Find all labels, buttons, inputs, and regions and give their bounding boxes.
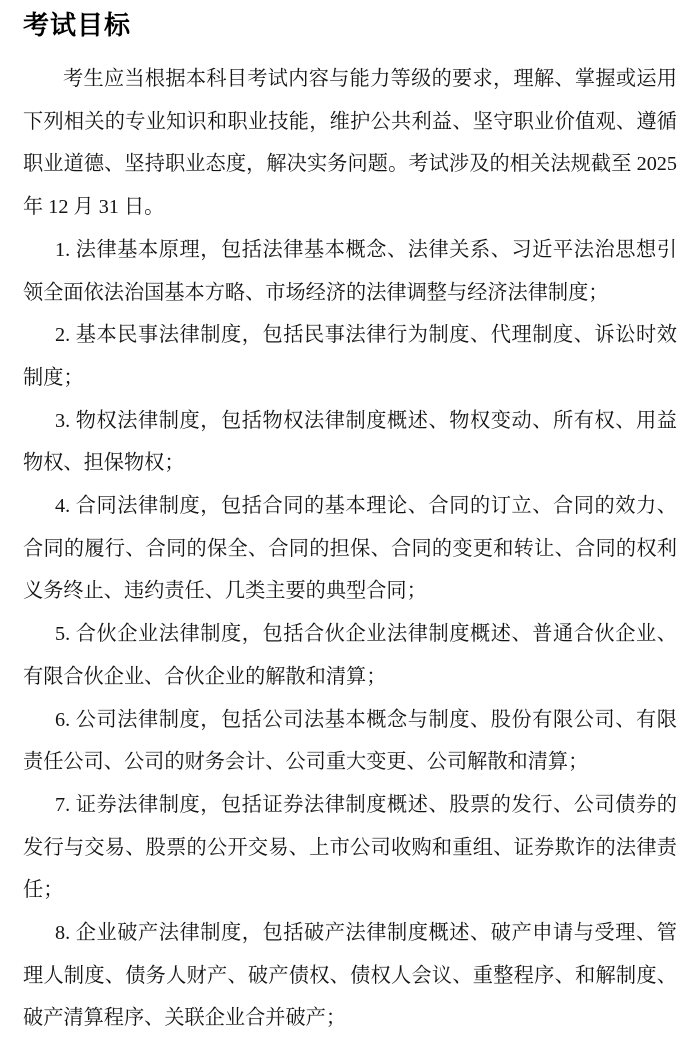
objective-item-8: 8. 企业破产法律制度，包括破产法律制度概述、破产申请与受理、管理人制度、债务人财产、破产债权、债权人会议、重整程序、和解制度、破产清算程序、关联企业合并破产；: [23, 922, 677, 1030]
objective-item-3: 3. 物权法律制度，包括物权法律制度概述、物权变动、所有权、用益物权、担保物权；: [23, 409, 677, 475]
page-title: 考试目标: [23, 10, 132, 40]
objective-item-4: 4. 合同法律制度，包括合同的基本理论、合同的订立、合同的效力、合同的履行、合同的保全、合同的担保、合同的变更和转让、合同的权利义务终止、违约责任、几类主要的典型合同；: [23, 495, 677, 603]
objective-item-1: 1. 法律基本原理，包括法律基本概念、法律关系、习近平法治思想引领全面依法治国基本方略、市场经济的法律调整与经济法律制度；: [23, 238, 677, 304]
objective-item-6: 6. 公司法律制度，包括公司法基本概念与制度、股份有限公司、有限责任公司、公司的财务会计、公司重大变更、公司解散和清算；: [23, 708, 677, 774]
objective-item-5: 5. 合伙企业法律制度，包括合伙企业法律制度概述、普通合伙企业、有限合伙企业、合伙企业的解散和清算；: [23, 623, 677, 688]
intro-paragraph: 考生应当根据本科目考试内容与能力等级的要求，理解、掌握或运用下列相关的专业知识和职业技能，维护公共利益、坚守职业价值观、遵循职业道德、坚持职业态度，解决实务问题。考试涉及的相关法规截至 2025 年 12 月 31 日。: [23, 68, 677, 219]
objective-item-7: 7. 证券法律制度，包括证券法律制度概述、股票的发行、公司债券的发行与交易、股票的公开交易、上市公司收购和重组、证券欺诈的法律责任；: [23, 793, 677, 902]
objective-item-2: 2. 基本民事法律制度，包括民事法律行为制度、代理制度、诉讼时效制度；: [23, 324, 677, 389]
